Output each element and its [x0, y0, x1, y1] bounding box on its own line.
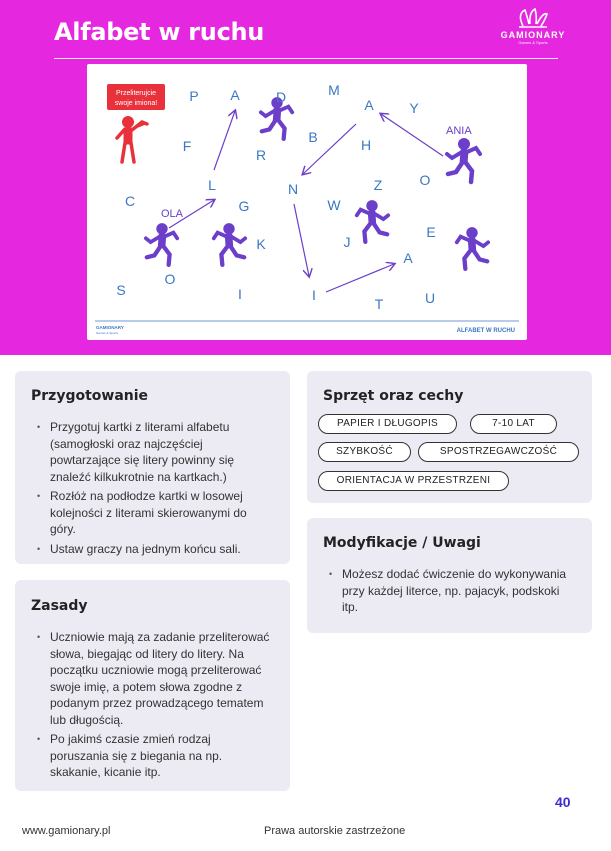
letter-card: N — [287, 181, 299, 197]
footer-copyright: Prawa autorskie zastrzeżone — [264, 825, 406, 837]
name-label-ola: OLA — [161, 208, 184, 220]
letter-card: A — [364, 97, 374, 113]
callout-line-2: swoje imiona! — [114, 100, 158, 107]
letter-card: U — [424, 290, 436, 306]
gamionary-logo-icon — [513, 6, 553, 30]
illustration-footer-logo: GAMIONARY — [96, 325, 124, 330]
list-item: • Możesz dodać ćwiczenie do wykonywania przy każdej literce, np. pajacyk, podskoki itp. — [323, 566, 568, 616]
preparation-list — [31, 419, 271, 560]
letter-card: J — [343, 234, 351, 250]
game-illustration — [87, 64, 527, 340]
gamionary-logo — [500, 6, 566, 52]
illustration-footer-title: ALFABET W RUCHU — [456, 328, 515, 334]
path-arrow — [326, 264, 394, 292]
equipment-chip: SPOSTRZEGAWCZOŚĆ — [418, 442, 579, 462]
letter-card: P — [189, 88, 199, 104]
equipment-card — [307, 371, 592, 503]
letter-card: D — [275, 89, 287, 105]
letter-card: S — [116, 282, 126, 298]
runner-figure — [357, 201, 388, 242]
letter-card: I — [312, 287, 316, 303]
list-item: • Przygotuj kartki z literami alfabetu (samogłoski oraz najczęściej powtarzające się litery powinny się znaleźć kilkukrotnie na kartkach.) — [31, 419, 271, 485]
title-divider — [54, 58, 558, 59]
list-item: • Rozłóż na podłodze kartki w losowej kolejności z literami skierowanymi do góry. — [31, 488, 271, 538]
letter-card: O — [419, 172, 431, 188]
path-arrow — [294, 204, 309, 276]
letter-card: A — [403, 250, 413, 266]
runner-figure-ola — [146, 224, 177, 265]
name-label-ania: ANIA — [446, 125, 472, 137]
letter-card: B — [308, 129, 318, 145]
equipment-chip: ORIENTACJA W PRZESTRZENI — [318, 471, 509, 491]
rules-card — [15, 580, 290, 791]
header-banner — [0, 0, 611, 355]
page-number: 40 — [555, 794, 571, 810]
equipment-chip: SZYBKOŚĆ — [318, 442, 411, 462]
letter-card: F — [182, 138, 192, 154]
logo-name: GAMIONARY — [500, 30, 566, 40]
letter-card: R — [255, 147, 267, 163]
letter-card: O — [164, 271, 176, 287]
letter-card: I — [238, 286, 242, 302]
page-title: Alfabet w ruchu — [54, 18, 265, 46]
modifications-title: Modyfikacje / Uwagi — [323, 535, 481, 551]
letter-card: Y — [409, 100, 419, 116]
list-item: • Po jakimś czasie zmień rodzaj poruszania się z biegania na np. skakanie, kicanie itp. — [31, 731, 271, 781]
runner-figure-ania — [447, 139, 480, 183]
path-arrow — [381, 114, 443, 156]
footer-website-link[interactable]: www.gamionary.pl — [22, 825, 111, 837]
runner-figure — [214, 224, 245, 265]
callout-line-1: Przeliterujcie — [115, 90, 157, 97]
modifications-list — [323, 566, 568, 619]
list-item: • Uczniowie mają za zadanie przeliterować słowa, biegając od litery do litery. Na początku uczniowie mogą przeliterować swoje imię, a potem słowa zgodne z podanym przez prowadzącego tematem lub długością. — [31, 629, 271, 728]
illustration-footer-logo-sub: Games & Sports — [96, 331, 119, 335]
letter-card: T — [374, 296, 384, 312]
letter-card: E — [426, 224, 436, 240]
illustration-canvas — [87, 64, 527, 340]
letter-card: Z — [373, 177, 383, 193]
letter-card: L — [208, 177, 216, 193]
letter-card: C — [124, 193, 136, 209]
letter-card: M — [328, 82, 340, 98]
rules-title: Zasady — [31, 598, 88, 614]
list-item: • Ustaw graczy na jednym końcu sali. — [31, 541, 271, 558]
preparation-title: Przygotowanie — [31, 388, 149, 404]
logo-subtitle: Games & Sports — [518, 40, 548, 45]
letter-card: H — [360, 137, 372, 153]
equipment-chip: PAPIER I DŁUGOPIS — [318, 414, 457, 434]
rules-list — [31, 629, 271, 784]
equipment-chip: 7-10 LAT — [470, 414, 557, 434]
preparation-card — [15, 371, 290, 564]
letter-card: A — [230, 87, 240, 103]
modifications-card — [307, 518, 592, 633]
runner-figure — [457, 228, 488, 269]
path-arrow — [214, 111, 235, 170]
teacher-figure — [117, 117, 147, 163]
letter-card: W — [327, 197, 341, 213]
letter-card: G — [238, 198, 250, 214]
letter-card: K — [256, 236, 266, 252]
equipment-title: Sprzęt oraz cechy — [323, 388, 464, 404]
